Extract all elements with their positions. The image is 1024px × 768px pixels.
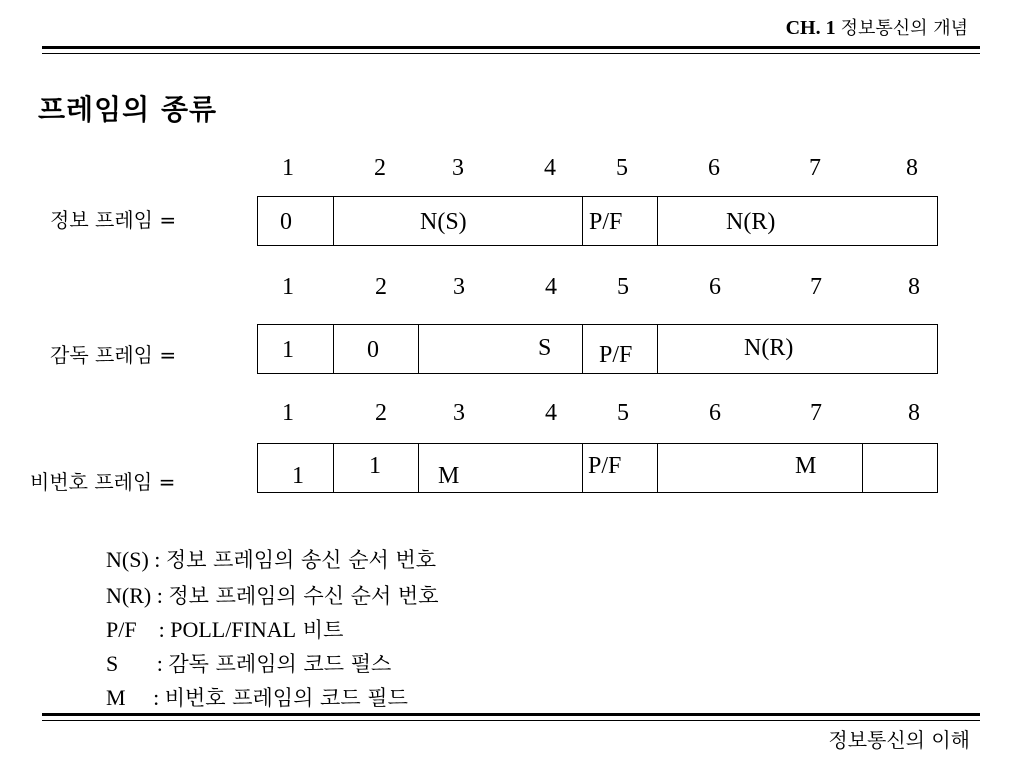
supervisory-frame-pf: P/F (599, 342, 633, 368)
legend-desc-latin: POLL/FINAL (170, 617, 297, 642)
bit-number: 4 (545, 274, 557, 300)
bit-number: 3 (452, 155, 464, 181)
field-divider (418, 325, 419, 373)
legend-sep: : (148, 547, 166, 572)
field-divider (333, 325, 334, 373)
legend-m (106, 682, 408, 712)
bit-number: 7 (810, 400, 822, 426)
header-rule-thin (42, 53, 980, 54)
unnumbered-frame-label: 비번호 프레임 = (30, 470, 176, 494)
legend-ns (106, 544, 436, 574)
field-divider (582, 197, 583, 245)
info-frame-box (257, 196, 938, 246)
footer-rule-thin (42, 720, 980, 721)
supervisory-frame-nr: N(R) (744, 335, 794, 361)
bit-number: 5 (617, 274, 629, 300)
legend-nr (106, 580, 438, 610)
legend-sep: : (118, 651, 169, 676)
bit-number: 1 (282, 155, 294, 181)
legend-sep: : (125, 685, 165, 710)
legend-desc: 비번호 프레임의 코드 필드 (164, 686, 408, 710)
field-divider (582, 444, 583, 492)
legend-desc: 정보 프레임의 송신 순서 번호 (165, 548, 437, 572)
supervisory-frame-label: 감독 프레임 = (50, 343, 177, 367)
info-frame-ns: N(S) (420, 209, 467, 235)
legend-key: N(S) (106, 547, 149, 572)
bit-number: 4 (544, 155, 556, 181)
supervisory-frame-bit2: 0 (367, 337, 379, 363)
field-divider (657, 444, 658, 492)
supervisory-frame-box (257, 324, 938, 374)
info-frame-nr: N(R) (726, 209, 776, 235)
field-divider (862, 444, 863, 492)
bit-number: 3 (453, 274, 465, 300)
bit-number: 1 (282, 274, 294, 300)
bit-number-row-1 (0, 155, 1024, 185)
bit-number: 8 (908, 274, 920, 300)
bit-number: 2 (375, 274, 387, 300)
field-divider (418, 444, 419, 492)
unnumbered-frame-pf: P/F (588, 453, 622, 479)
bit-number: 1 (282, 400, 294, 426)
supervisory-frame-bit1: 1 (282, 337, 294, 363)
bit-number: 7 (810, 274, 822, 300)
legend-pf (106, 614, 343, 644)
legend-desc: 감독 프레임의 코드 펄스 (168, 652, 392, 676)
field-divider (582, 325, 583, 373)
chapter-header (786, 14, 968, 40)
bit-number: 5 (617, 400, 629, 426)
legend-s (106, 648, 391, 678)
page-title: 프레임의 종류 (38, 93, 218, 126)
footer-title: 정보통신의 이해 (828, 728, 970, 752)
legend-sep: : (151, 583, 169, 608)
chapter-title: 정보통신의 개념 (840, 18, 968, 39)
header-rule-thick (42, 46, 980, 49)
bit-number: 2 (375, 400, 387, 426)
legend-key: N(R) (106, 583, 152, 608)
legend-key: M (106, 685, 126, 710)
info-frame-pf: P/F (589, 209, 623, 235)
legend-desc: 비트 (296, 618, 344, 642)
unnumbered-frame-m2: M (795, 453, 817, 479)
bit-number: 6 (708, 155, 720, 181)
info-frame-label: 정보 프레임 = (50, 208, 177, 232)
bit-number-row-3 (0, 400, 1024, 430)
unnumbered-frame-m1: M (438, 463, 460, 489)
legend-desc: 정보 프레임의 수신 순서 번호 (168, 584, 439, 608)
field-divider (657, 325, 658, 373)
field-divider (333, 197, 334, 245)
bit-number-row-2 (0, 274, 1024, 304)
field-divider (657, 197, 658, 245)
legend-key: P/F (106, 617, 137, 642)
unnumbered-frame-bit1: 1 (292, 463, 304, 489)
bit-number: 2 (374, 155, 386, 181)
legend-sep: : (136, 617, 171, 642)
bit-number: 6 (709, 274, 721, 300)
unnumbered-frame-bit2: 1 (369, 453, 381, 479)
chapter-number: CH. 1 (785, 17, 836, 39)
bit-number: 7 (809, 155, 821, 181)
info-frame-bit1: 0 (280, 209, 292, 235)
field-divider (333, 444, 334, 492)
bit-number: 3 (453, 400, 465, 426)
bit-number: 6 (709, 400, 721, 426)
bit-number: 8 (908, 400, 920, 426)
bit-number: 5 (616, 155, 628, 181)
bit-number: 8 (906, 155, 918, 181)
unnumbered-frame-box (257, 443, 938, 493)
bit-number: 4 (545, 400, 557, 426)
legend-key: S (106, 651, 119, 676)
footer-rule-thick (42, 713, 980, 716)
supervisory-frame-s: S (538, 335, 552, 361)
